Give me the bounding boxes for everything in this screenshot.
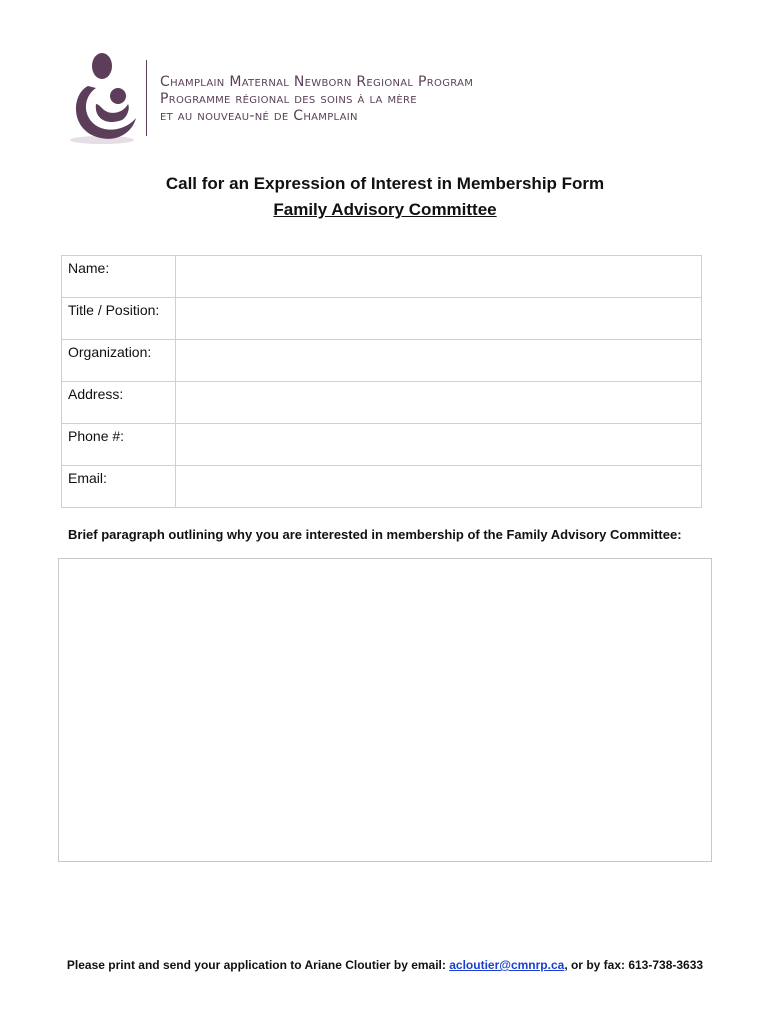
org-name-en: Champlain Maternal Newborn Regional Program [160,74,474,90]
phone-field[interactable] [175,424,701,466]
email-link[interactable]: acloutier@cmnrp.ca [449,958,565,972]
form-title-committee: Family Advisory Committee [273,200,497,219]
interest-paragraph-field[interactable] [58,558,712,862]
form-title [0,171,770,223]
address-field[interactable] [175,382,701,424]
org-name-fr-line1: Programme régional des soins à la mère [160,91,417,107]
submission-instructions [0,958,770,972]
applicant-info-table [61,255,702,508]
name-field[interactable] [175,256,701,298]
footer-text-after: , or by fax: 613-738-3633 [564,958,704,972]
paragraph-prompt: Brief paragraph outlining why you are interested in membership of the Family Advisory Committee: [68,527,682,542]
org-name-fr-line2: et au nouveau-né de Champlain [160,108,358,124]
footer-text-before: Please print and send your application to Ariane Cloutier by email: [66,958,450,972]
address-label: Address: [62,382,176,424]
organization-label: Organization: [62,340,176,382]
table-row [62,298,702,340]
email-field[interactable] [175,466,701,508]
table-row [62,256,702,298]
organization-name [160,74,473,125]
title-position-field[interactable] [175,298,701,340]
form-title-main: Call for an Expression of Interest in Membership Form [165,174,605,193]
table-row [62,424,702,466]
cmnrp-logo [66,48,142,160]
email-label: Email: [62,466,176,508]
logo-divider [146,60,147,136]
phone-label: Phone #: [62,424,176,466]
table-row [62,466,702,508]
name-label: Name: [62,256,176,298]
title-position-label: Title / Position: [62,298,176,340]
table-row [62,340,702,382]
organization-field[interactable] [175,340,701,382]
table-row [62,382,702,424]
